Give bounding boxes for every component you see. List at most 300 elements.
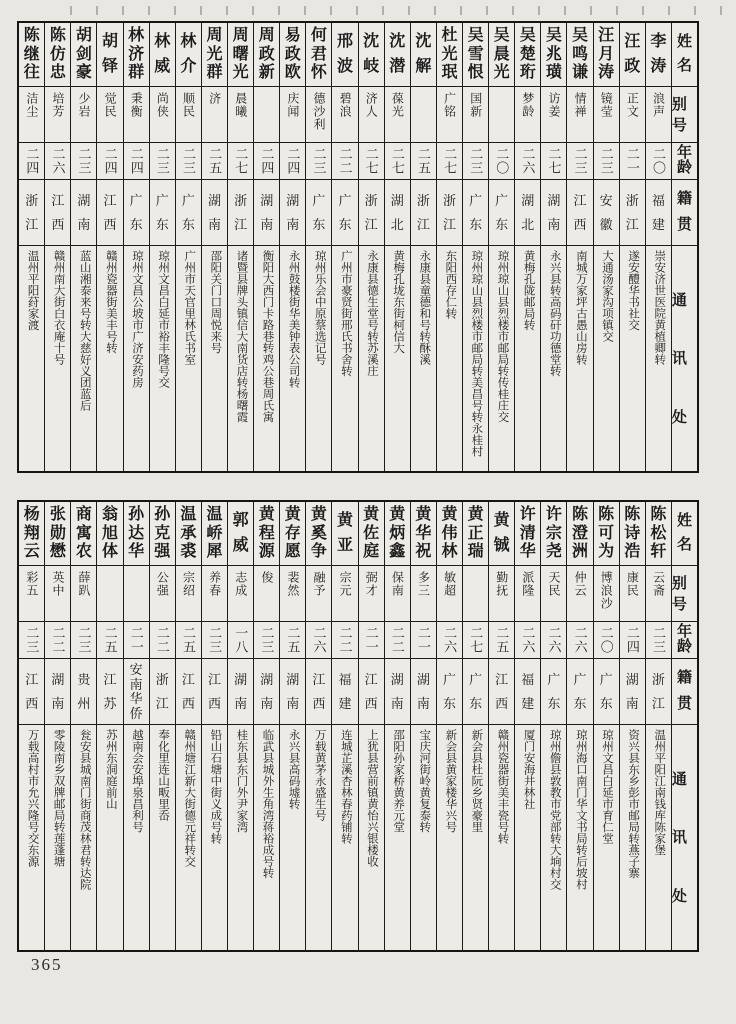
person-name-cell: 黄 程 源 — [254, 502, 279, 566]
person-age-cell: 二二 — [385, 622, 410, 659]
person-address-cell: 桂东县东门外尹家湾 — [235, 729, 248, 833]
person-name-cell: 黄 伟 林 — [437, 502, 462, 566]
person-name-cell: 林 介 — [176, 23, 201, 87]
person-name-cell: 孙 克 强 — [150, 502, 175, 566]
person-age-cell: 二四 — [97, 143, 122, 180]
person-native-cell: 福 建 — [332, 659, 357, 725]
person-name-cell: 吴 楚 珩 — [515, 23, 540, 87]
person-entry — [201, 502, 227, 950]
person-address-cell: 邵阳孙家桥黄养元堂 — [392, 729, 405, 833]
person-name-cell: 杨 翔 云 — [19, 502, 44, 566]
person-age-cell: 二四 — [254, 143, 279, 180]
person-address-cell: 琼州文昌白延市裕丰隆号交 — [157, 250, 170, 388]
person-address-cell: 温州平阳荮家渡 — [26, 250, 39, 331]
person-address-cell: 永康县德生堂号转苏溪庄 — [365, 250, 378, 377]
person-age-cell: 二四 — [620, 622, 645, 659]
person-address-cell: 大通汤家沟项镇交 — [600, 250, 613, 342]
header-name: 姓 名 — [672, 502, 697, 566]
person-age-cell: 二三 — [567, 143, 592, 180]
person-address-cell: 黄梅孔垅东街柯信大 — [392, 250, 405, 354]
person-native-cell: 湖 南 — [228, 659, 253, 725]
person-age-cell: 二三 — [646, 622, 671, 659]
person-name-cell: 张 勋 懋 — [45, 502, 70, 566]
person-name-cell: 周 政 新 — [254, 23, 279, 87]
header-byname: 别 号 — [672, 87, 697, 143]
person-native-cell: 湖 南 — [385, 659, 410, 725]
person-name-cell: 温 峤 犀 — [202, 502, 227, 566]
page-number: 365 — [31, 955, 63, 974]
person-age-cell: 二〇 — [646, 143, 671, 180]
person-byname-cell: 宗绍 — [176, 566, 201, 622]
person-byname-cell — [463, 566, 488, 622]
person-byname-cell: 融予 — [306, 566, 331, 622]
person-name-cell: 吴 晨 光 — [489, 23, 514, 87]
person-byname-cell: 敏超 — [437, 566, 462, 622]
person-name-cell: 黄 佐 庭 — [359, 502, 384, 566]
person-name-cell: 胡 剑 豪 — [71, 23, 96, 87]
person-entry — [436, 23, 462, 471]
person-address-cell: 厦门安海井林社 — [522, 729, 535, 810]
person-address-cell: 琼州文昌公坡市广济安药房 — [131, 250, 143, 388]
person-name-cell: 林 济 群 — [124, 23, 149, 87]
person-address-cell: 宝庆河街岭黄复泰转 — [418, 729, 431, 833]
person-byname-cell: 天民 — [541, 566, 566, 622]
person-entry — [227, 23, 253, 471]
person-entry — [462, 23, 488, 471]
person-entry — [384, 23, 410, 471]
person-byname-cell: 派隆 — [515, 566, 540, 622]
person-name-cell: 黄 炳 鑫 — [385, 502, 410, 566]
person-entry — [410, 502, 436, 950]
directory-table-top — [17, 21, 699, 473]
person-age-cell: 二六 — [515, 143, 540, 180]
person-byname-cell: 庆闻 — [280, 87, 305, 143]
person-age-cell: 二六 — [437, 622, 462, 659]
person-entry — [619, 23, 645, 471]
person-byname-cell: 晨曦 — [228, 87, 253, 143]
person-native-cell: 浙 江 — [646, 659, 671, 725]
person-byname-cell: 公强 — [150, 566, 175, 622]
person-native-cell: 江 西 — [202, 659, 227, 725]
person-name-cell: 邢 波 — [332, 23, 357, 87]
person-age-cell: 二五 — [202, 143, 227, 180]
person-byname-cell: 薛趴 — [71, 566, 96, 622]
person-entry — [488, 23, 514, 471]
person-native-cell: 江 西 — [359, 659, 384, 725]
person-address-cell: 临武县城外生角湾蒋裕成号转 — [261, 729, 274, 879]
person-age-cell: 二三 — [254, 622, 279, 659]
person-age-cell: 二三 — [463, 143, 488, 180]
person-age-cell: 二七 — [463, 622, 488, 659]
person-native-cell: 广 东 — [463, 659, 488, 725]
person-address-cell: 新会县杜阮乡贤豪里 — [470, 729, 483, 833]
person-address-cell: 永兴县转高码矸功德堂转 — [548, 250, 561, 377]
person-address-cell: 崇安济世医院黄植卿转 — [653, 250, 666, 365]
person-native-cell: 江 西 — [489, 659, 514, 725]
person-address-cell: 南城万家坪古愚山房转 — [574, 250, 587, 365]
person-address-cell: 衡阳大西门卡路巷转鸡公巷周氏寓 — [261, 250, 274, 423]
person-age-cell: 二六 — [515, 622, 540, 659]
person-byname-cell: 弼才 — [359, 566, 384, 622]
person-entry — [279, 502, 305, 950]
person-address-cell: 遂安醴华书社交 — [627, 250, 640, 331]
person-name-cell: 林 威 — [150, 23, 175, 87]
person-address-cell: 永康县童德和号转酥溪 — [418, 250, 431, 365]
person-address-cell: 赣州瓷器街美丰瓷号转 — [496, 729, 509, 844]
person-entry — [305, 502, 331, 950]
person-address-cell: 赣州南大街白衣庵十号 — [52, 250, 65, 365]
person-native-cell: 湖 南 — [411, 659, 436, 725]
person-native-cell: 浙 江 — [228, 180, 253, 246]
person-native-cell: 广 东 — [306, 180, 331, 246]
person-address-cell: 广州市豪贤街邢氏书舍转 — [339, 250, 352, 377]
person-byname-cell: 济 — [202, 87, 227, 143]
person-byname-cell: 德沙利 — [306, 87, 331, 143]
person-age-cell: 二〇 — [594, 622, 619, 659]
person-address-cell: 邵阳关门口周悦来号 — [209, 250, 222, 354]
person-name-cell: 黄 亚 — [332, 502, 357, 566]
person-byname-cell: 多三 — [411, 566, 436, 622]
person-byname-cell — [254, 87, 279, 143]
person-age-cell: 二二 — [45, 622, 70, 659]
header-column — [671, 23, 697, 471]
person-byname-cell: 顺民 — [176, 87, 201, 143]
person-native-cell: 浙 江 — [19, 180, 44, 246]
person-age-cell: 二三 — [150, 143, 175, 180]
person-entry — [253, 502, 279, 950]
person-age-cell: 二七 — [359, 143, 384, 180]
person-entry — [645, 502, 671, 950]
person-entry — [540, 23, 566, 471]
person-byname-cell: 彩五 — [19, 566, 44, 622]
header-byname: 别 号 — [672, 566, 697, 622]
person-entry — [175, 23, 201, 471]
person-entry — [201, 23, 227, 471]
person-entry — [358, 23, 384, 471]
person-byname-cell: 镜莹 — [594, 87, 619, 143]
person-address-cell: 诸暨县牌头镇信大南货店转杨曙霞 — [235, 250, 248, 423]
person-entry — [619, 502, 645, 950]
person-native-cell: 湖 南 — [254, 659, 279, 725]
person-age-cell: 二二 — [332, 622, 357, 659]
person-age-cell: 二三 — [306, 143, 331, 180]
person-entry — [331, 23, 357, 471]
person-native-cell: 浙 江 — [359, 180, 384, 246]
person-byname-cell: 尚侠 — [150, 87, 175, 143]
person-byname-cell: 梦龄 — [515, 87, 540, 143]
person-byname-cell: 秉衡 — [124, 87, 149, 143]
person-name-cell: 陈 继 往 — [19, 23, 44, 87]
person-name-cell: 黄 存 愿 — [280, 502, 305, 566]
person-byname-cell: 博浪沙 — [594, 566, 619, 622]
person-entry — [410, 23, 436, 471]
person-address-cell: 琼州儋县敦教市党部转大垧村交 — [548, 729, 561, 890]
person-entry — [19, 502, 44, 950]
header-age: 年 龄 — [672, 143, 697, 180]
person-native-cell: 湖 南 — [620, 659, 645, 725]
person-age-cell: 二六 — [306, 622, 331, 659]
person-address-cell: 琼州文昌白延市育仁堂 — [600, 729, 613, 844]
person-name-cell: 沈 岐 — [359, 23, 384, 87]
person-byname-cell: 俊 — [254, 566, 279, 622]
person-native-cell: 浙 江 — [411, 180, 436, 246]
person-native-cell: 广 东 — [541, 659, 566, 725]
person-address-cell: 铅山石塘中街义成号转 — [209, 729, 222, 844]
person-name-cell: 吴 鸣 谦 — [567, 23, 592, 87]
person-address-cell: 琼州海口南门华文书局转后坡村 — [574, 729, 587, 890]
person-age-cell: 二六 — [541, 622, 566, 659]
person-native-cell: 浙 江 — [620, 180, 645, 246]
person-name-cell: 何 君 怀 — [306, 23, 331, 87]
person-age-cell: 二七 — [437, 143, 462, 180]
person-address-cell: 东阳西存仁转 — [444, 250, 457, 319]
person-name-cell: 黄 华 祝 — [411, 502, 436, 566]
person-entry — [123, 23, 149, 471]
header-column — [671, 502, 697, 950]
person-name-cell: 易 政 欧 — [280, 23, 305, 87]
person-age-cell: 二一 — [124, 622, 149, 659]
person-byname-cell: 觉民 — [97, 87, 122, 143]
person-native-cell: 广 东 — [463, 180, 488, 246]
person-native-cell: 江 西 — [567, 180, 592, 246]
person-age-cell: 二七 — [385, 143, 410, 180]
person-age-cell: 二三 — [19, 622, 44, 659]
person-age-cell: 二三 — [176, 143, 201, 180]
person-entry — [149, 23, 175, 471]
person-name-cell: 陈 诗 浩 — [620, 502, 645, 566]
person-byname-cell: 正文 — [620, 87, 645, 143]
person-name-cell: 许 宗 尧 — [541, 502, 566, 566]
person-native-cell: 广 东 — [594, 659, 619, 725]
person-address-cell: 新会县黄家楼华兴号 — [444, 729, 457, 833]
person-address-cell: 万载黄茅永盛生号 — [313, 729, 326, 821]
person-name-cell: 翁 旭 体 — [97, 502, 122, 566]
person-native-cell: 广 东 — [437, 659, 462, 725]
person-entry — [540, 502, 566, 950]
person-name-cell: 陈 澄 洲 — [567, 502, 592, 566]
header-native: 籍 贯 — [672, 180, 697, 246]
person-byname-cell: 宗元 — [332, 566, 357, 622]
person-address-cell: 黄梅孔陇邮局转 — [522, 250, 535, 331]
person-native-cell: 湖 南 — [280, 180, 305, 246]
person-byname-cell: 保南 — [385, 566, 410, 622]
person-native-cell: 江 西 — [45, 180, 70, 246]
person-age-cell: 二四 — [19, 143, 44, 180]
person-native-cell: 湖 南 — [254, 180, 279, 246]
person-age-cell: 二五 — [411, 143, 436, 180]
person-byname-cell: 少岩 — [71, 87, 96, 143]
person-byname-cell: 济人 — [359, 87, 384, 143]
person-entry — [514, 23, 540, 471]
person-native-cell: 湖 北 — [385, 180, 410, 246]
person-address-cell: 越南会安埠泉昌利号 — [131, 729, 143, 833]
person-age-cell: 二七 — [541, 143, 566, 180]
person-name-cell: 黄 铖 — [489, 502, 514, 566]
person-address-cell: 上犹县营前镇黄怡兴银楼收 — [365, 729, 378, 867]
person-byname-cell: 广铭 — [437, 87, 462, 143]
person-byname-cell: 浪声 — [646, 87, 671, 143]
person-entry — [44, 502, 70, 950]
person-native-cell: 湖 北 — [515, 180, 540, 246]
header-address: 通 讯 处 — [671, 292, 687, 426]
person-name-cell: 汪 月 涛 — [594, 23, 619, 87]
person-name-cell: 吴 兆 璜 — [541, 23, 566, 87]
person-entry — [123, 502, 149, 950]
person-age-cell: 二〇 — [489, 143, 514, 180]
person-native-cell: 江 西 — [176, 659, 201, 725]
header-name: 姓 名 — [672, 23, 697, 87]
person-age-cell: 二二 — [150, 622, 175, 659]
person-entry — [19, 23, 44, 471]
header-age: 年 龄 — [672, 622, 697, 659]
person-name-cell: 周 曙 光 — [228, 23, 253, 87]
person-native-cell: 贵 州 — [71, 659, 96, 725]
person-native-cell: 湖 南 — [71, 180, 96, 246]
person-entry — [70, 23, 96, 471]
person-name-cell: 周 光 群 — [202, 23, 227, 87]
person-byname-cell — [489, 87, 514, 143]
person-byname-cell: 云斋 — [646, 566, 671, 622]
person-entry — [488, 502, 514, 950]
person-byname-cell: 裴然 — [280, 566, 305, 622]
person-native-cell: 安 徽 — [594, 180, 619, 246]
person-address-cell: 永兴县高码墟转 — [287, 729, 300, 810]
person-name-cell: 李 涛 — [646, 23, 671, 87]
person-address-cell: 奉化里连山畈里岙 — [157, 729, 170, 821]
person-entry — [645, 23, 671, 471]
header-native: 籍 贯 — [672, 659, 697, 725]
person-entry — [566, 502, 592, 950]
person-byname-cell — [97, 566, 122, 622]
person-entry — [305, 23, 331, 471]
person-name-cell: 黄 奚 争 — [306, 502, 331, 566]
person-address-cell: 瓮安县城南门街商茂林君转达院 — [78, 729, 91, 890]
person-name-cell: 孙 达 华 — [124, 502, 149, 566]
person-byname-cell: 国新 — [463, 87, 488, 143]
person-entry — [149, 502, 175, 950]
person-entry — [384, 502, 410, 950]
header-address: 通 讯 处 — [671, 771, 687, 905]
person-age-cell: 二三 — [71, 622, 96, 659]
person-byname-cell: 英中 — [45, 566, 70, 622]
person-address-cell: 琼州琼山县烈楼市邮局转传桂庄交 — [496, 250, 509, 423]
person-age-cell: 二五 — [489, 622, 514, 659]
person-name-cell: 郭 威 — [228, 502, 253, 566]
person-address-cell: 琼州乐会中原蔡选记号 — [313, 250, 326, 365]
directory-table-bottom — [17, 500, 699, 952]
person-age-cell: 二一 — [411, 622, 436, 659]
person-native-cell: 湖 南 — [202, 180, 227, 246]
person-address-cell: 零陵南乡双牌邮局转莲蓬塘 — [52, 729, 65, 867]
person-native-cell: 安 南 华 侨 — [124, 659, 149, 725]
scan-artifact-top — [70, 6, 730, 15]
person-entry — [70, 502, 96, 950]
person-byname-cell: 情禅 — [567, 87, 592, 143]
person-entry — [436, 502, 462, 950]
person-age-cell: 二五 — [176, 622, 201, 659]
person-name-cell: 沈 潜 — [385, 23, 410, 87]
person-native-cell: 浙 江 — [437, 180, 462, 246]
person-name-cell: 陈 仿 忠 — [45, 23, 70, 87]
person-native-cell: 广 东 — [176, 180, 201, 246]
person-byname-cell: 仲云 — [567, 566, 592, 622]
person-native-cell: 广 东 — [489, 180, 514, 246]
person-address-cell: 赣州瓷器街美丰号转 — [104, 250, 117, 354]
person-name-cell: 陈 松 轩 — [646, 502, 671, 566]
person-address-cell: 万载高村市允兴隆号交东源 — [26, 729, 39, 867]
person-address-cell: 琼州琼山县烈楼市邮局转美昌号转永桂村 — [470, 250, 483, 457]
person-native-cell: 湖 南 — [45, 659, 70, 725]
person-native-cell: 广 东 — [567, 659, 592, 725]
person-entry — [175, 502, 201, 950]
person-address-cell: 赣州塘江新大街德元祥转交 — [183, 729, 196, 867]
person-native-cell: 江 西 — [306, 659, 331, 725]
person-address-cell: 连城芷溪杏林春药铺转 — [339, 729, 352, 844]
person-age-cell: 二七 — [228, 143, 253, 180]
person-entry — [566, 23, 592, 471]
person-byname-cell: 葆光 — [385, 87, 410, 143]
person-age-cell: 二三 — [202, 622, 227, 659]
person-address-cell: 温州平阳江南钱库陈家堡 — [653, 729, 666, 856]
person-entry — [96, 23, 122, 471]
person-byname-cell — [124, 566, 149, 622]
person-byname-cell: 培芳 — [45, 87, 70, 143]
person-byname-cell: 洁尘 — [19, 87, 44, 143]
person-native-cell: 湖 南 — [280, 659, 305, 725]
person-address-cell: 蓝山湘泰来号转大慈好义团蓝后 — [78, 250, 91, 411]
person-address-cell: 资兴县东乡彭市邮局转燕子寨 — [627, 729, 640, 879]
person-entry — [593, 502, 619, 950]
person-name-cell: 陈 可 为 — [594, 502, 619, 566]
person-age-cell: 二一 — [359, 622, 384, 659]
person-name-cell: 黄 正 瑞 — [463, 502, 488, 566]
person-age-cell: 二六 — [45, 143, 70, 180]
person-entry — [462, 502, 488, 950]
person-entry — [358, 502, 384, 950]
person-byname-cell: 碧浪 — [332, 87, 357, 143]
person-entry — [96, 502, 122, 950]
person-native-cell: 福 建 — [646, 180, 671, 246]
person-byname-cell: 养春 — [202, 566, 227, 622]
person-age-cell: 二三 — [594, 143, 619, 180]
person-name-cell: 杜 光 珉 — [437, 23, 462, 87]
person-age-cell: 二五 — [97, 622, 122, 659]
person-entry — [279, 23, 305, 471]
person-native-cell: 湖 南 — [541, 180, 566, 246]
person-native-cell: 广 东 — [150, 180, 175, 246]
person-entry — [331, 502, 357, 950]
person-native-cell: 江 西 — [19, 659, 44, 725]
person-age-cell: 二三 — [71, 143, 96, 180]
person-address-cell: 广州市天官里林氏书室 — [183, 250, 196, 365]
person-native-cell: 福 建 — [515, 659, 540, 725]
person-byname-cell: 康民 — [620, 566, 645, 622]
person-name-cell: 吴 雪 恨 — [463, 23, 488, 87]
person-address-cell: 永州鼓楼街华美钟表公司转 — [287, 250, 300, 388]
person-byname-cell: 志成 — [228, 566, 253, 622]
person-age-cell: 二四 — [124, 143, 149, 180]
person-age-cell: 二五 — [280, 622, 305, 659]
person-name-cell: 许 清 华 — [515, 502, 540, 566]
person-name-cell: 汪 政 — [620, 23, 645, 87]
person-entry — [593, 23, 619, 471]
person-native-cell: 江 西 — [97, 180, 122, 246]
person-name-cell: 温 承 裘 — [176, 502, 201, 566]
person-byname-cell — [411, 87, 436, 143]
person-entry — [227, 502, 253, 950]
person-byname-cell: 访姜 — [541, 87, 566, 143]
person-entry — [44, 23, 70, 471]
